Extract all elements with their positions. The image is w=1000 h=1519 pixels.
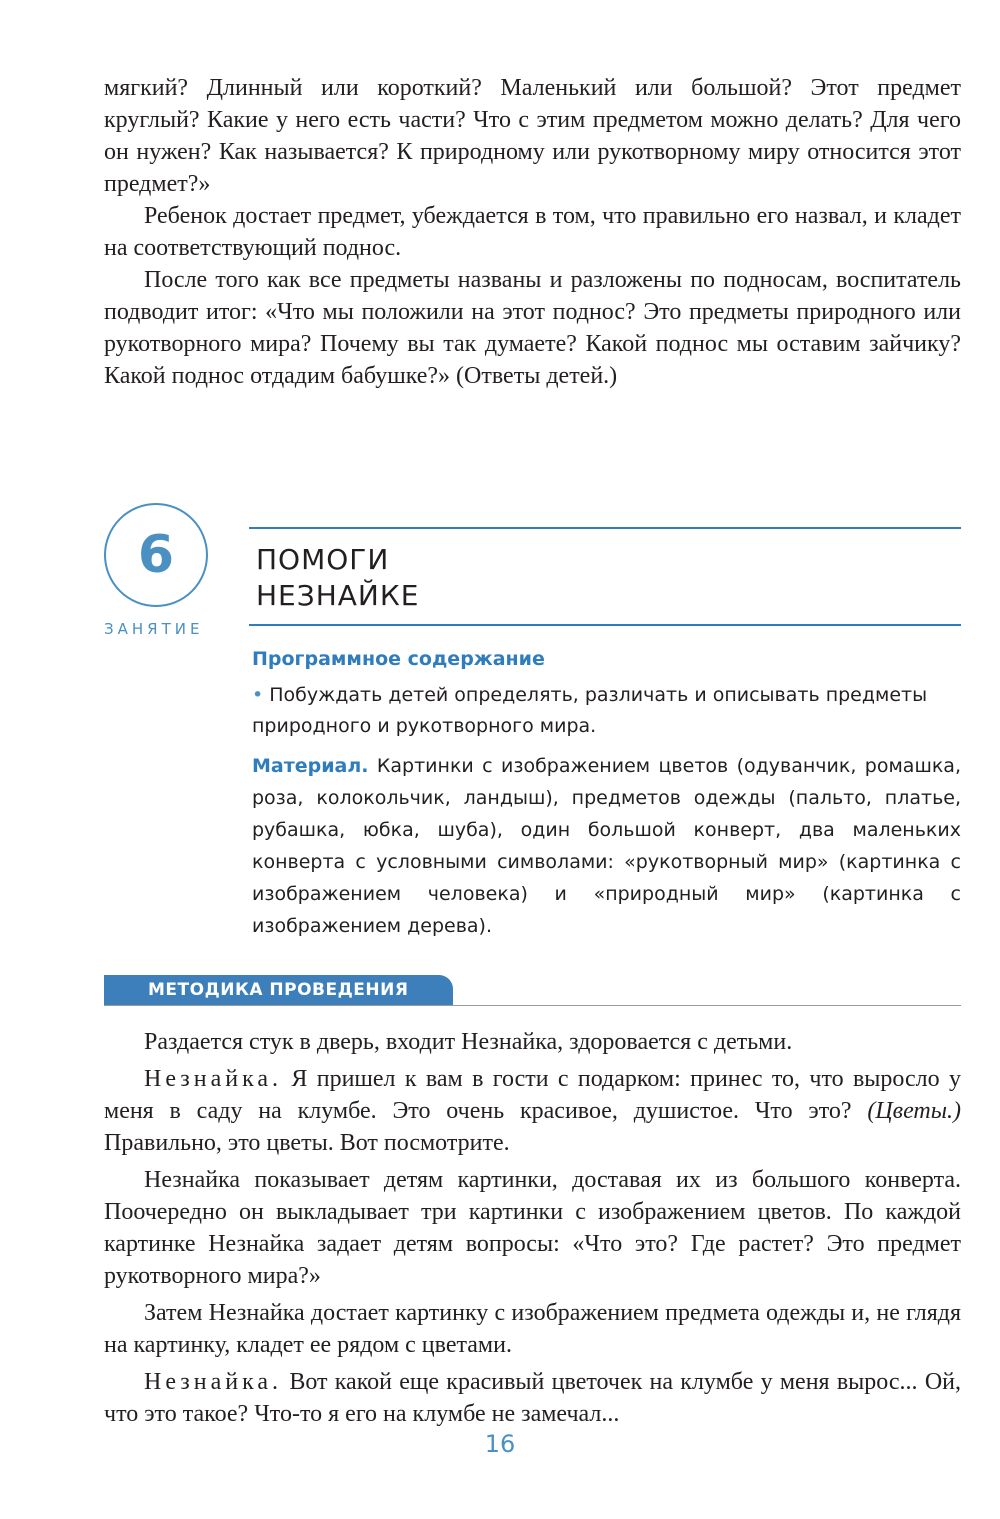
paragraph: Затем Незнайка достает картинку с изображением предмета одежды и, не глядя на картинку, кладет ее рядом с цветами. (104, 1300, 961, 1358)
method-body (104, 1026, 961, 1435)
page-number: 16 (484, 1430, 516, 1458)
method-heading: МЕТОДИКА ПРОВЕДЕНИЯ (148, 980, 409, 1000)
dialogue-text: Я пришел к вам в гости с подарком: принес то, что выросло у меня в саду на клумбе. Это очень красивое, душистое. Что это? (104, 1066, 961, 1124)
bullet-text: Побуждать детей определять, различать и описывать предметы природного и рукотворного мира. (252, 684, 928, 737)
lesson-title-line: НЕЗНАЙКЕ (256, 579, 420, 612)
material-text: Картинки с изображением цветов (одуванчик, ромашка, роза, колокольчик, ландыш), предметов одежды (пальто, платье, рубашка, юбка, шуба), один большой конверт, два маленьких конверта с условными символами: «рукотворный мир» (картинка с изображением человека) и «природный мир» (картинка с изображением дерева). (252, 755, 961, 937)
stage-direction: (Цветы.) (867, 1098, 961, 1124)
lesson-title (256, 542, 419, 614)
paragraph: мягкий? Длинный или короткий? Маленький или большой? Этот предмет круглый? Какие у него есть части? Что с этим предметом можно делать? Для чего он нужен? Как называется? К природному или рукотворному миру относится этот предмет?» (104, 75, 961, 197)
title-rule-bottom (249, 624, 961, 626)
material-paragraph (252, 750, 961, 942)
paragraph: Раздается стук в дверь, входит Незнайка, здоровается с детьми. (144, 1029, 793, 1055)
lesson-label: ЗАНЯТИЕ (104, 620, 204, 638)
program-heading: Программное содержание (252, 648, 545, 670)
speaker-name: Незнайка. (144, 1066, 283, 1092)
title-rule-top (249, 527, 961, 529)
dialogue-paragraph (104, 1063, 961, 1159)
paragraph: Ребенок достает предмет, убеждается в том, что правильно его назвал, и кладет на соответствующий поднос. (104, 203, 961, 261)
lesson-number: 6 (137, 525, 175, 585)
dialogue-text: Вот какой еще красивый цветочек на клумбе у меня вырос... Ой, что это такое? Что-то я его на клумбе не замечал... (104, 1369, 961, 1427)
top-text-block (104, 72, 961, 392)
dialogue-paragraph (104, 1366, 961, 1430)
method-heading-rule (104, 1005, 961, 1006)
lesson-number-badge (104, 503, 208, 607)
bullet-icon: • (252, 684, 264, 706)
paragraph: Незнайка показывает детям картинки, доставая их из большого конверта. Поочередно он выкладывает три картинки с изображением цветов. По каждой картинке Незнайка задает детям вопросы: «Что это? Где растет? Это предмет рукотворного мира?» (104, 1167, 961, 1289)
lesson-title-line: ПОМОГИ (256, 543, 390, 576)
program-bullet (252, 680, 961, 742)
paragraph: После того как все предметы названы и разложены по подносам, воспитатель подводит итог: «Что мы положили на этот поднос? Это предметы природного или рукотворного мира? Почему вы так думаете? Какой поднос мы оставим зайчику? Какой поднос отдадим бабушке?» (Ответы детей.) (104, 267, 961, 389)
dialogue-text: Правильно, это цветы. Вот посмотрите. (104, 1130, 510, 1156)
speaker-name: Незнайка. (144, 1369, 283, 1395)
material-label: Материал. (252, 755, 369, 777)
